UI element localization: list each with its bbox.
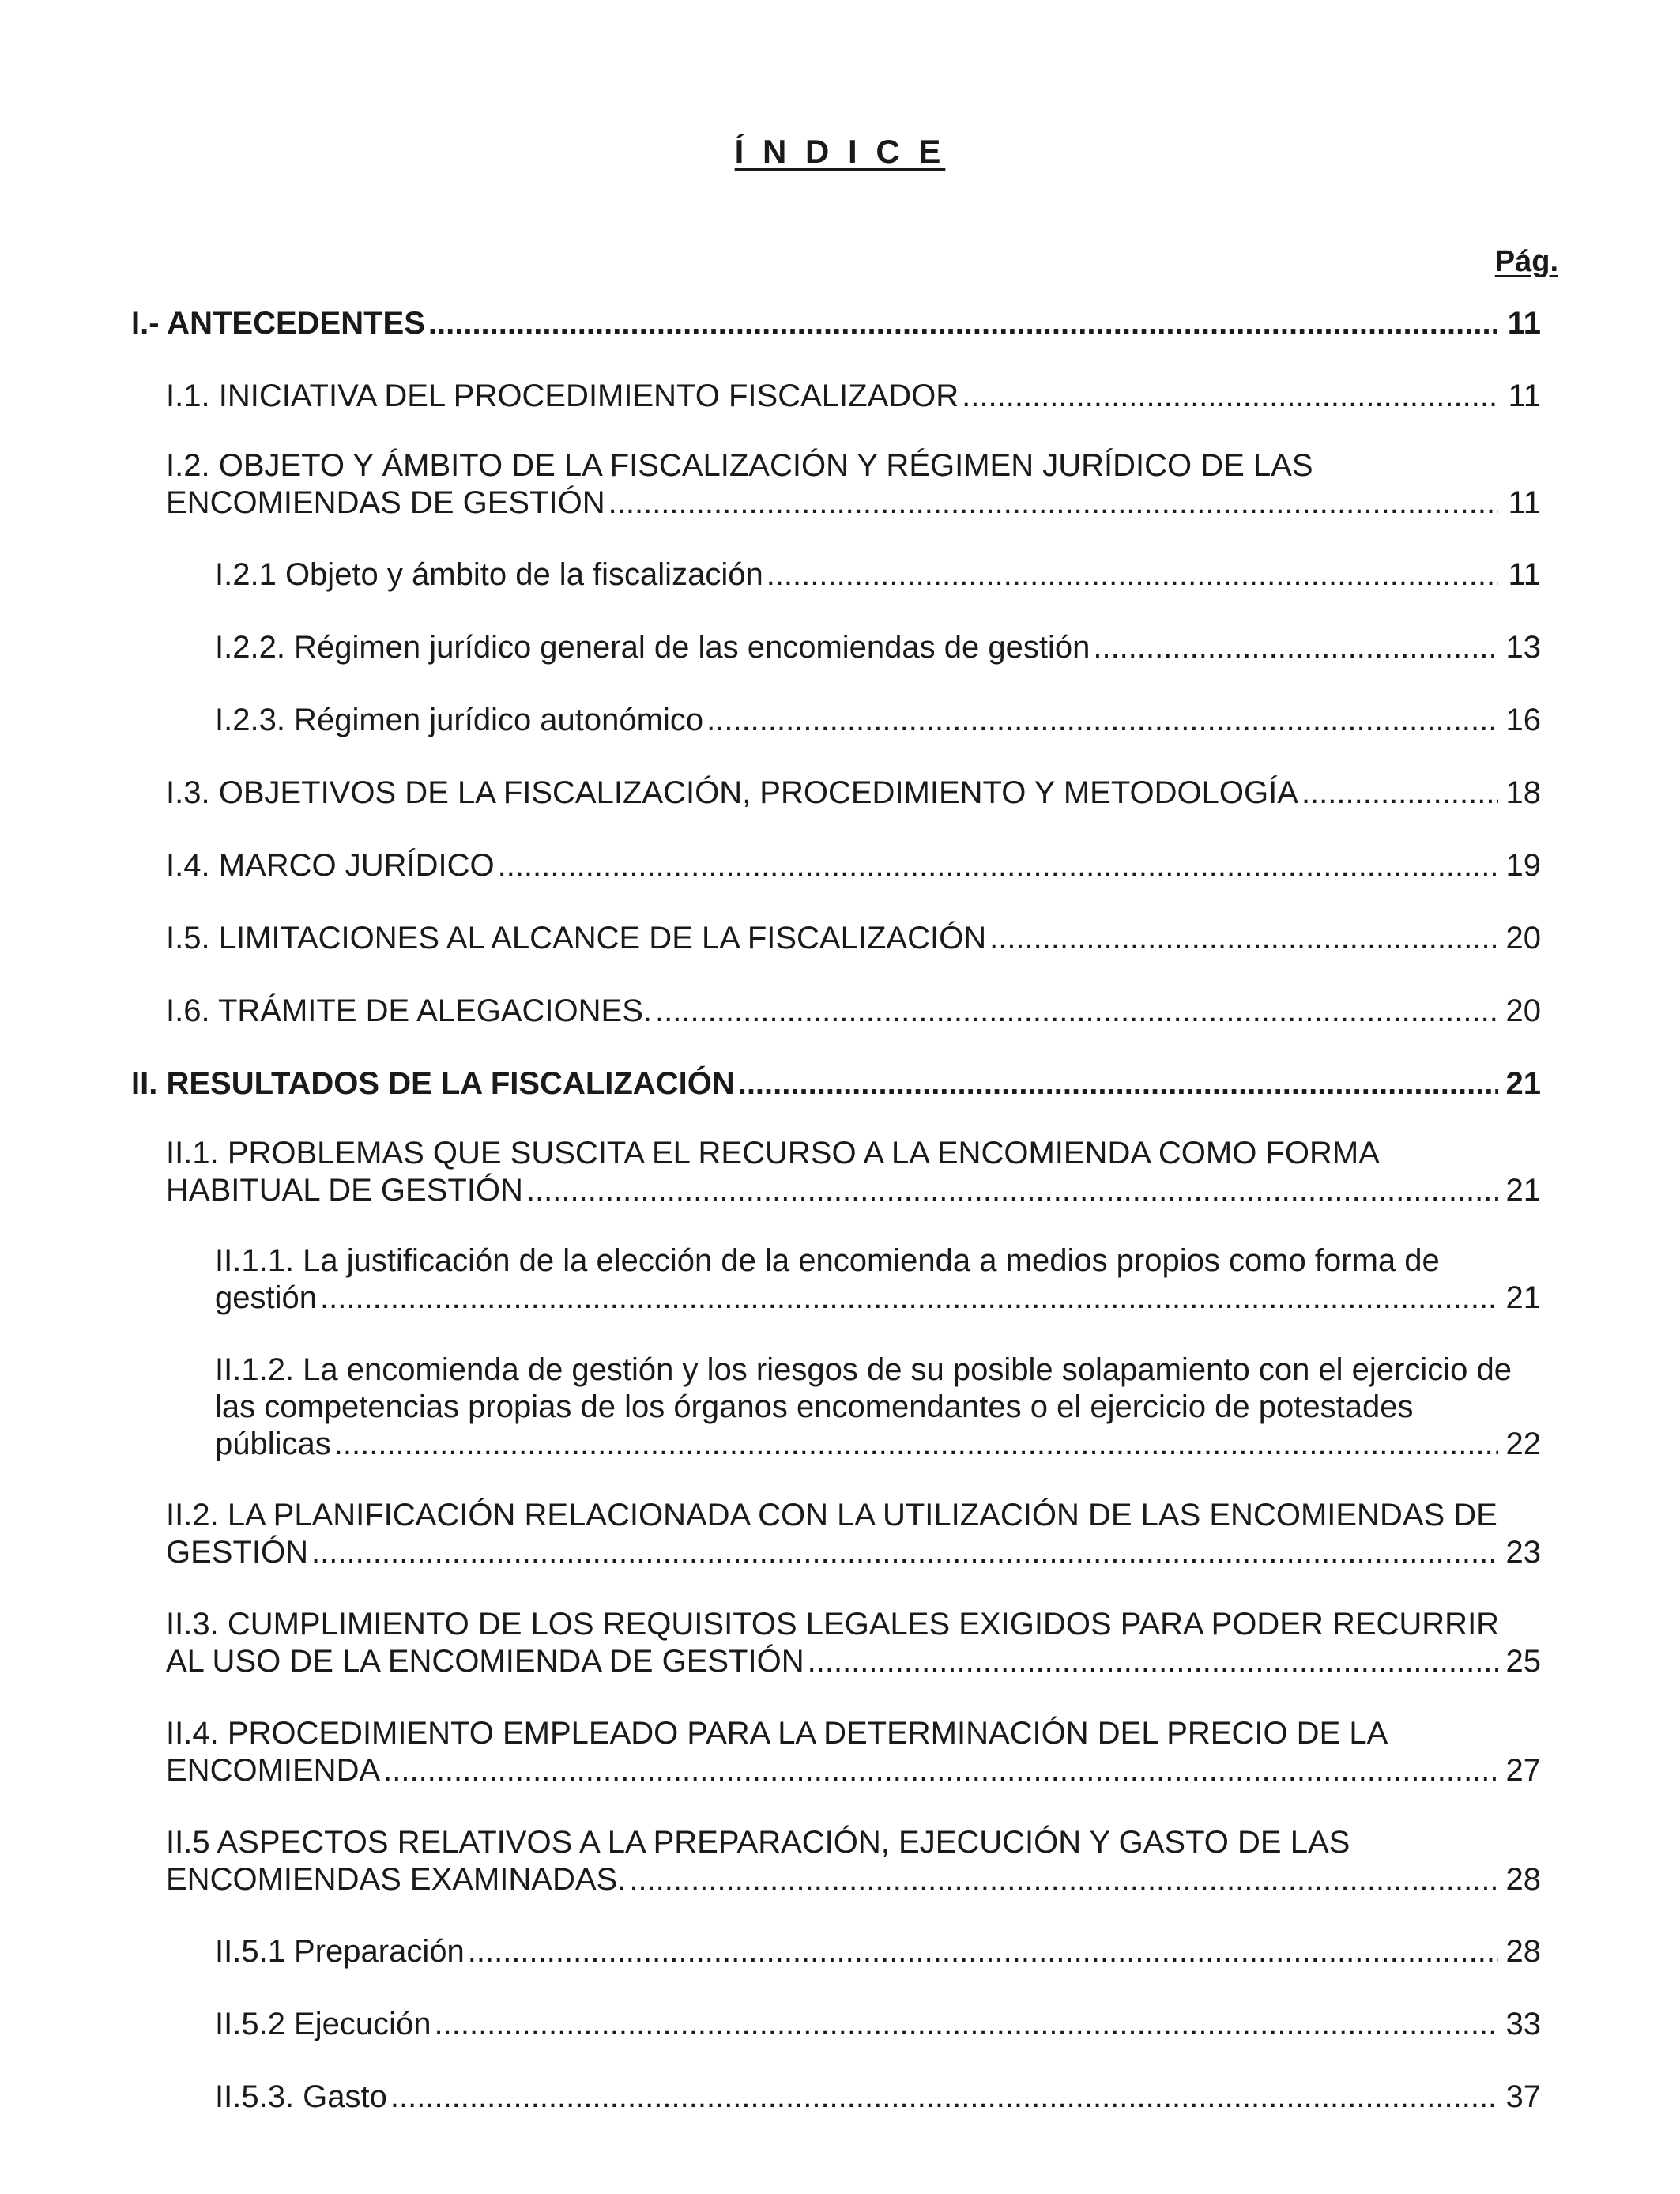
toc-entry-title: I.2.3. Régimen jurídico autonómico bbox=[215, 703, 704, 737]
toc-page-number: 11 bbox=[1508, 379, 1541, 413]
toc-entry-title-line: II.4. PROCEDIMIENTO EMPLEADO PARA LA DETERMINACIÓN DEL PRECIO DE LA bbox=[166, 1716, 1388, 1751]
toc-entry-title-line: II.5 ASPECTOS RELATIVOS A LA PREPARACIÓN, EJECUCIÓN Y GASTO DE LAS bbox=[166, 1825, 1350, 1860]
toc-entry-title-line: II.2. LA PLANIFICACIÓN RELACIONADA CON LA UTILIZACIÓN DE LAS ENCOMIENDAS DE bbox=[166, 1498, 1497, 1532]
toc-entry-title: II. RESULTADOS DE LA FISCALIZACIÓN bbox=[131, 1066, 735, 1101]
toc-page-number: 21 bbox=[1505, 1280, 1541, 1315]
toc-entry-title-line: las competencias propias de los órganos encomendantes o el ejercicio de potestades bbox=[215, 1389, 1414, 1424]
toc-entry-title: I.3. OBJETIVOS DE LA FISCALIZACIÓN, PROCEDIMIENTO Y METODOLOGÍA bbox=[166, 775, 1298, 810]
toc-entry-title-line: II.1.1. La justificación de la elección de la encomienda a medios propios como forma de bbox=[215, 1243, 1440, 1278]
toc-entry-title-line: II.1. PROBLEMAS QUE SUSCITA EL RECURSO A LA ENCOMIENDA COMO FORMA bbox=[166, 1136, 1380, 1171]
toc-entry-title: I.6. TRÁMITE DE ALEGACIONES. bbox=[166, 993, 652, 1028]
dot-leader bbox=[989, 920, 1498, 957]
toc-entry-title-line: II.1.2. La encomienda de gestión y los riesgos de su posible solapamiento con el ejercicio de bbox=[215, 1352, 1512, 1387]
dot-leader bbox=[629, 1861, 1498, 1898]
toc-page-number: 20 bbox=[1505, 921, 1541, 956]
toc-entry-marco-juridico[interactable] bbox=[166, 847, 1541, 884]
toc-entry-title: ENCOMIENDA bbox=[166, 1753, 381, 1788]
dot-leader bbox=[767, 556, 1498, 594]
toc-page-number: 20 bbox=[1505, 993, 1541, 1028]
toc-entry-aspectos[interactable] bbox=[166, 1824, 1541, 1898]
dot-leader bbox=[526, 1172, 1498, 1209]
toc-entry-title: II.5.2 Ejecución bbox=[215, 2007, 431, 2041]
toc-entry-title: públicas bbox=[215, 1427, 331, 1461]
toc-entry-title: I.4. MARCO JURÍDICO bbox=[166, 848, 495, 883]
toc-entry-title-line: II.3. CUMPLIMIENTO DE LOS REQUISITOS LEGALES EXIGIDOS PARA PODER RECURRIR bbox=[166, 1607, 1500, 1642]
toc-page-number: 37 bbox=[1505, 2079, 1541, 2114]
toc-entry-title: ENCOMIENDAS DE GESTIÓN bbox=[166, 485, 605, 520]
toc-entry-justificacion[interactable] bbox=[215, 1242, 1541, 1317]
toc-page-number: 19 bbox=[1505, 848, 1541, 883]
toc-page-number: 28 bbox=[1505, 1934, 1541, 1969]
toc-entry-title: AL USO DE LA ENCOMIENDA DE GESTIÓN bbox=[166, 1644, 804, 1679]
toc-entry-title: I.1. INICIATIVA DEL PROCEDIMIENTO FISCALIZADOR bbox=[166, 379, 959, 413]
dot-leader bbox=[1301, 775, 1498, 812]
dot-leader bbox=[962, 378, 1498, 415]
dot-leader bbox=[738, 1065, 1498, 1103]
toc-entry-limitaciones[interactable] bbox=[166, 920, 1541, 957]
toc-entry-problemas[interactable] bbox=[166, 1135, 1541, 1209]
toc-entry-objetivos[interactable] bbox=[166, 775, 1541, 812]
toc-entry-regimen-general[interactable] bbox=[215, 629, 1541, 666]
toc-page-number: 21 bbox=[1505, 1173, 1541, 1208]
toc-entry-preparacion[interactable] bbox=[215, 1933, 1541, 1970]
toc-entry-title: GESTIÓN bbox=[166, 1535, 309, 1570]
toc-page-number: 22 bbox=[1505, 1427, 1541, 1461]
dot-leader bbox=[498, 847, 1498, 884]
toc-page-number: 11 bbox=[1508, 557, 1541, 592]
page-title: Í N D I C E bbox=[734, 133, 946, 170]
dot-leader bbox=[383, 1752, 1498, 1789]
toc-entry-title: I.- ANTECEDENTES bbox=[131, 306, 425, 341]
dot-leader bbox=[706, 702, 1498, 739]
toc-page-number: 33 bbox=[1505, 2007, 1541, 2041]
toc-page-number: 16 bbox=[1505, 703, 1541, 737]
dot-leader bbox=[608, 484, 1498, 522]
toc-entry-iniciativa[interactable] bbox=[166, 378, 1541, 415]
toc-entry-antecedentes[interactable] bbox=[131, 305, 1541, 342]
toc-page-number: 23 bbox=[1505, 1535, 1541, 1570]
toc-entry-title: II.5.1 Preparación bbox=[215, 1934, 465, 1969]
dot-leader bbox=[808, 1643, 1498, 1680]
toc-page-number: 25 bbox=[1505, 1644, 1541, 1679]
toc-entry-requisitos[interactable] bbox=[166, 1606, 1541, 1680]
toc-page-number: 13 bbox=[1505, 630, 1541, 665]
dot-leader bbox=[468, 1933, 1498, 1970]
dot-leader bbox=[311, 1534, 1498, 1571]
toc-entry-alegaciones[interactable] bbox=[166, 993, 1541, 1030]
dot-leader bbox=[320, 1280, 1498, 1317]
dot-leader bbox=[390, 2079, 1498, 2116]
toc-page-number: 21 bbox=[1505, 1066, 1541, 1101]
toc-entry-title-line: I.2. OBJETO Y ÁMBITO DE LA FISCALIZACIÓN Y RÉGIMEN JURÍDICO DE LAS bbox=[166, 448, 1313, 483]
dot-leader bbox=[1093, 629, 1498, 666]
dot-leader bbox=[428, 305, 1498, 342]
toc-entry-ejecucion[interactable] bbox=[215, 2006, 1541, 2043]
toc-entry-planificacion[interactable] bbox=[166, 1497, 1541, 1571]
toc-page-number: 18 bbox=[1505, 775, 1541, 810]
toc-entry-precio[interactable] bbox=[166, 1715, 1541, 1789]
toc-page-number: 11 bbox=[1508, 485, 1541, 520]
toc-entry-gasto[interactable] bbox=[215, 2079, 1541, 2116]
dot-leader bbox=[334, 1426, 1498, 1463]
toc-entry-title: I.5. LIMITACIONES AL ALCANCE DE LA FISCALIZACIÓN bbox=[166, 921, 987, 956]
dot-leader bbox=[655, 993, 1498, 1030]
toc-page-number: 28 bbox=[1505, 1862, 1541, 1897]
toc-entry-solapamiento[interactable] bbox=[215, 1351, 1541, 1463]
toc-entry-regimen-autonomico[interactable] bbox=[215, 702, 1541, 739]
toc-entry-title: I.2.2. Régimen jurídico general de las encomiendas de gestión bbox=[215, 630, 1090, 665]
toc-entry-objeto-ambito[interactable] bbox=[166, 447, 1541, 522]
toc-entry-title: II.5.3. Gasto bbox=[215, 2079, 387, 2114]
dot-leader bbox=[435, 2006, 1499, 2043]
toc-entry-title: I.2.1 Objeto y ámbito de la fiscalización bbox=[215, 557, 763, 592]
toc-entry-title: ENCOMIENDAS EXAMINADAS. bbox=[166, 1862, 627, 1897]
page-column-header: Pág. bbox=[1494, 245, 1558, 278]
toc-page-number: 11 bbox=[1507, 306, 1541, 341]
toc-page-number: 27 bbox=[1505, 1753, 1541, 1788]
toc-entry-resultados[interactable] bbox=[131, 1065, 1541, 1103]
toc-entry-title: HABITUAL DE GESTIÓN bbox=[166, 1173, 523, 1208]
toc-entry-objeto-fiscalizacion[interactable] bbox=[215, 556, 1541, 594]
toc-entry-title: gestión bbox=[215, 1280, 317, 1315]
